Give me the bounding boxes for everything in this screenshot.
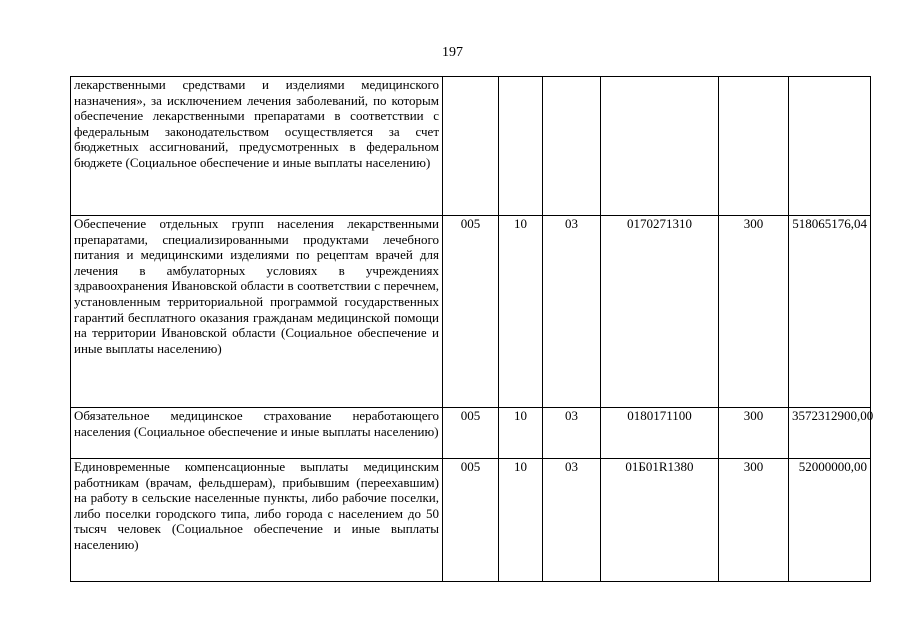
expense-type-cell: 300 — [719, 408, 789, 459]
amount-cell: 3572312900,00 — [789, 408, 871, 459]
row-description-cell — [71, 408, 443, 459]
row-description: Обеспечение отдельных групп населения лекарственными препаратами, специализированными продуктами лечебного питания и медицинскими изделиями по рецептам врачей для лечения в амбулаторных условиях в учреждениях здравоохранения Ивановской области в соответствии с перечнем, установленным территориальной программой государственных гарантий бесплатного оказания гражданам медицинской помощи на территории Ивановской области (Социальное обеспечение и иные выплаты населению) — [74, 216, 439, 356]
table-row — [71, 77, 871, 216]
expense-type-cell — [719, 77, 789, 216]
subsection-code-cell — [543, 77, 601, 216]
target-article-cell: 0180171100 — [601, 408, 719, 459]
subsection-code-cell: 03 — [543, 408, 601, 459]
target-article-cell: 0170271310 — [601, 216, 719, 408]
ministry-code-cell — [443, 77, 499, 216]
ministry-code-cell: 005 — [443, 459, 499, 582]
expense-type-cell: 300 — [719, 459, 789, 582]
subsection-code-cell: 03 — [543, 216, 601, 408]
table-row — [71, 408, 871, 459]
expense-type-cell: 300 — [719, 216, 789, 408]
row-description-cell — [71, 216, 443, 408]
amount-cell — [789, 77, 871, 216]
section-code-cell: 10 — [499, 216, 543, 408]
section-code-cell: 10 — [499, 459, 543, 582]
section-code-cell — [499, 77, 543, 216]
target-article-cell — [601, 77, 719, 216]
row-description: Единовременные компенсационные выплаты медицинским работникам (врачам, фельдшерам), прибывшим (переехавшим) на работу в сельские населенные пункты, либо рабочие поселки, либо поселки городского типа, либо города с населением до 50 тысяч человек (Социальное обеспечение и иные выплаты населению) — [74, 459, 439, 552]
row-description-cell — [71, 459, 443, 582]
budget-table — [70, 76, 874, 582]
row-description-cell — [71, 77, 443, 216]
ministry-code-cell: 005 — [443, 408, 499, 459]
subsection-code-cell: 03 — [543, 459, 601, 582]
amount-cell: 52000000,00 — [789, 459, 871, 582]
target-article-cell: 01Б01R1380 — [601, 459, 719, 582]
amount-cell: 518065176,04 — [789, 216, 871, 408]
ministry-code-cell: 005 — [443, 216, 499, 408]
table-row — [71, 459, 871, 582]
row-description: лекарственными средствами и изделиями медицинского назначения», за исключением лечения заболеваний, по которым обеспечение лекарственными препаратами в соответствии с федеральным законодательством осуществляется за счет бюджетных ассигнований, предусмотренных в федеральном бюджете (Социальное обеспечение и иные выплаты населению) — [74, 77, 439, 170]
page-number: 197 — [442, 45, 463, 60]
section-code-cell: 10 — [499, 408, 543, 459]
row-description: Обязательное медицинское страхование неработающего населения (Социальное обеспечение и иные выплаты населению) — [74, 408, 439, 439]
table-row — [71, 216, 871, 408]
